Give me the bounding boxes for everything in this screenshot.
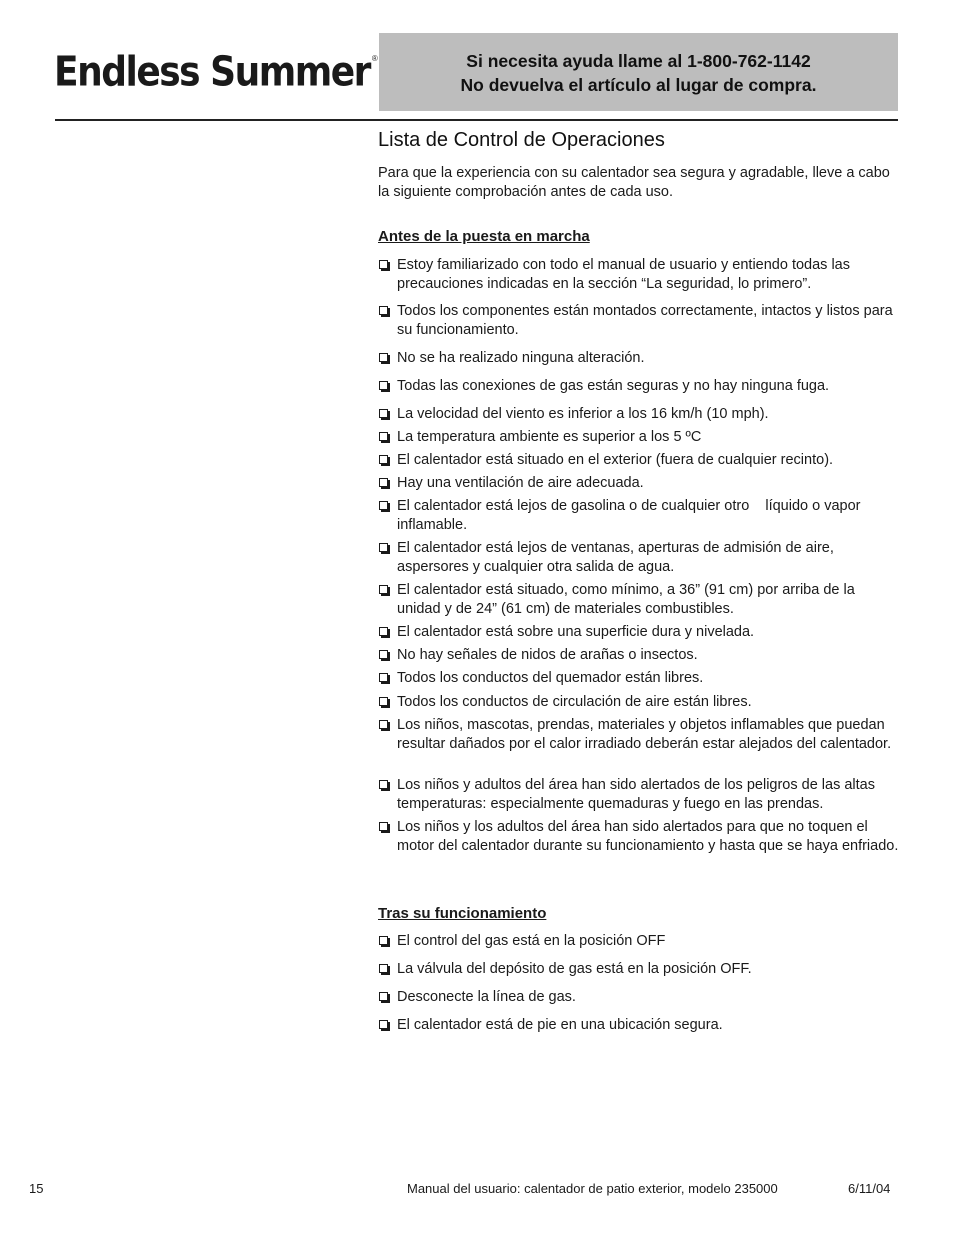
checkbox-icon xyxy=(379,585,388,594)
list-item: El calentador está sobre una superficie dura y nivelada. xyxy=(378,623,900,642)
manual-title: Manual del usuario: calentador de patio exterior, modelo 235000 xyxy=(407,1181,778,1196)
list-item: Todas las conexiones de gas están seguras y no hay ninguna fuga. xyxy=(378,377,900,396)
list-item: Los niños y los adultos del área han sido alertados para que no toquen el motor del calentador durante su funcionamiento y hasta que se haya enfriado. xyxy=(378,818,900,856)
checkbox-icon xyxy=(379,543,388,552)
header-divider xyxy=(55,119,898,121)
checkbox-icon xyxy=(379,432,388,441)
checkbox-icon xyxy=(379,627,388,636)
page-number: 15 xyxy=(29,1181,44,1196)
brand-logo xyxy=(54,42,432,102)
before-use-heading: Antes de la puesta en marcha xyxy=(378,228,590,245)
list-item: No hay señales de nidos de arañas o insectos. xyxy=(378,646,900,665)
checkbox-icon xyxy=(379,1020,388,1029)
list-item: Los niños y adultos del área han sido alertados de los peligros de las altas temperaturas: especialmente quemaduras y fuego en las prendas. xyxy=(378,776,900,814)
page-title: Lista de Control de Operaciones xyxy=(378,129,665,151)
checkbox-icon xyxy=(379,720,388,729)
list-item: Los niños, mascotas, prendas, materiales y objetos inflamables que puedan resultar dañados por el calor irradiado deberán estar alejados del calentador. xyxy=(378,716,900,754)
list-item: El calentador está de pie en una ubicación segura. xyxy=(378,1016,900,1035)
list-item: La válvula del depósito de gas está en la posición OFF. xyxy=(378,960,900,979)
checkbox-icon xyxy=(379,780,388,789)
registered-mark: ® xyxy=(371,53,378,63)
list-item: El calentador está situado en el exterior (fuera de cualquier recinto). xyxy=(378,451,900,470)
list-item: Desconecte la línea de gas. xyxy=(378,988,900,1007)
help-return-line: No devuelva el artículo al lugar de compra. xyxy=(460,75,817,95)
list-item: El calentador está lejos de ventanas, aperturas de admisión de aire, aspersores y cualquier otra salida de agua. xyxy=(378,539,900,577)
list-item: El calentador está situado, como mínimo, a 36” (91 cm) por arriba de la unidad y de 24” (61 cm) de materiales combustibles. xyxy=(378,581,900,619)
checkbox-icon xyxy=(379,673,388,682)
checkbox-icon xyxy=(379,455,388,464)
intro-paragraph: Para que la experiencia con su calentador sea segura y agradable, lleve a cabo la siguiente comprobación antes de cada uso. xyxy=(378,165,890,200)
list-item: Estoy familiarizado con todo el manual de usuario y entiendo todas las precauciones indicadas en la sección “La seguridad, lo primero”. xyxy=(378,256,900,294)
list-item: La temperatura ambiente es superior a los 5 ºC xyxy=(378,428,900,447)
checkbox-icon xyxy=(379,964,388,973)
checkbox-icon xyxy=(379,650,388,659)
after-use-heading: Tras su funcionamiento xyxy=(378,905,547,922)
checkbox-icon xyxy=(379,409,388,418)
list-item: El control del gas está en la posición OFF xyxy=(378,932,900,951)
checkbox-icon xyxy=(379,478,388,487)
checkbox-icon xyxy=(379,822,388,831)
help-banner xyxy=(379,33,898,111)
checkbox-icon xyxy=(379,501,388,510)
operations-checklist xyxy=(378,124,900,1033)
revision-date: 6/11/04 xyxy=(848,1181,891,1196)
list-item: La velocidad del viento es inferior a los 16 km/h (10 mph). xyxy=(378,405,900,424)
help-phone-line: Si necesita ayuda llame al 1-800-762-1142 xyxy=(466,51,811,71)
checkbox-icon xyxy=(379,697,388,706)
list-item: Todos los componentes están montados correctamente, intactos y listos para su funcionamiento. xyxy=(378,302,900,340)
brand-name: Endless Summer xyxy=(54,48,370,96)
list-item: No se ha realizado ninguna alteración. xyxy=(378,349,900,368)
checkbox-icon xyxy=(379,381,388,390)
list-item: Hay una ventilación de aire adecuada. xyxy=(378,474,900,493)
checkbox-icon xyxy=(379,353,388,362)
list-item: El calentador está lejos de gasolina o de cualquier otro líquido o vapor inflamable. xyxy=(378,497,900,535)
list-item: Todos los conductos de circulación de aire están libres. xyxy=(378,693,900,712)
checkbox-icon xyxy=(379,306,388,315)
checkbox-icon xyxy=(379,936,388,945)
checkbox-icon xyxy=(379,992,388,1001)
checkbox-icon xyxy=(379,260,388,269)
list-item: Todos los conductos del quemador están libres. xyxy=(378,669,900,688)
